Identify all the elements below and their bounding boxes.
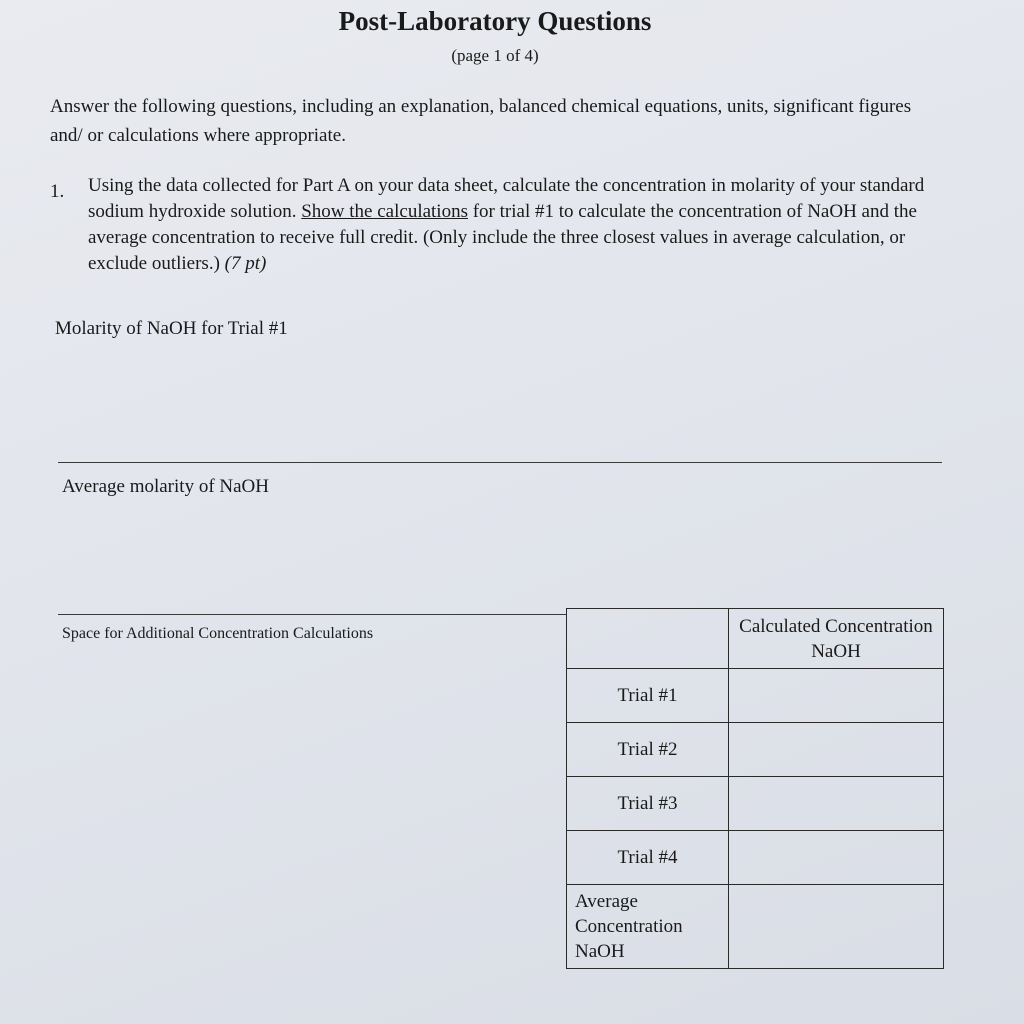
table-row-average (567, 885, 944, 969)
average-label-line: Concentration (575, 916, 683, 937)
answer-line-1 (58, 462, 942, 463)
question-1-text (88, 173, 938, 277)
question-text-part2: for trial #1 to calculate the concentration of NaOH and the average concentration to receive full credit. (Only include the three closest values in average calculation, or exclude outliers.) (88, 201, 917, 274)
trial-value-cell[interactable] (729, 669, 944, 723)
average-label-line: NaOH (575, 941, 625, 962)
question-number: 1. (50, 181, 65, 202)
average-molarity-label: Average molarity of NaOH (62, 476, 269, 497)
average-label (567, 885, 729, 969)
table-header-empty-cell (567, 609, 729, 669)
trial-value-cell[interactable] (729, 831, 944, 885)
average-value-cell[interactable] (729, 885, 944, 969)
table-header-concentration: Calculated Concentration NaOH (729, 609, 944, 669)
question-text-part1: Using the data collected for Part A on your data sheet, calculate the concentration in molarity of your standard sodium hydroxide solution. (88, 175, 925, 222)
page-title: Post-Laboratory Questions (338, 6, 652, 36)
concentration-table (566, 608, 944, 969)
page-number: (page 1 of 4) (451, 46, 539, 65)
molarity-trial1-label: Molarity of NaOH for Trial #1 (55, 318, 288, 339)
trial-value-cell[interactable] (729, 723, 944, 777)
question-points: (7 pt) (224, 253, 267, 274)
table-header-row (567, 609, 944, 669)
table-row (567, 831, 944, 885)
trial-value-cell[interactable] (729, 777, 944, 831)
table-row (567, 777, 944, 831)
instructions-text: Answer the following questions, including an explanation, balanced chemical equations, units, significant figures and/ or calculations where appropriate. (50, 96, 912, 146)
table-row (567, 669, 944, 723)
trial-label: Trial #4 (567, 831, 729, 885)
answer-line-2 (58, 614, 566, 615)
trial-label: Trial #3 (567, 777, 729, 831)
question-underlined-phrase: Show the calculations (301, 201, 468, 222)
additional-calculations-label: Space for Additional Concentration Calculations (62, 625, 374, 642)
table-row (567, 723, 944, 777)
average-label-line: Average (575, 891, 638, 912)
trial-label: Trial #1 (567, 669, 729, 723)
trial-label: Trial #2 (567, 723, 729, 777)
